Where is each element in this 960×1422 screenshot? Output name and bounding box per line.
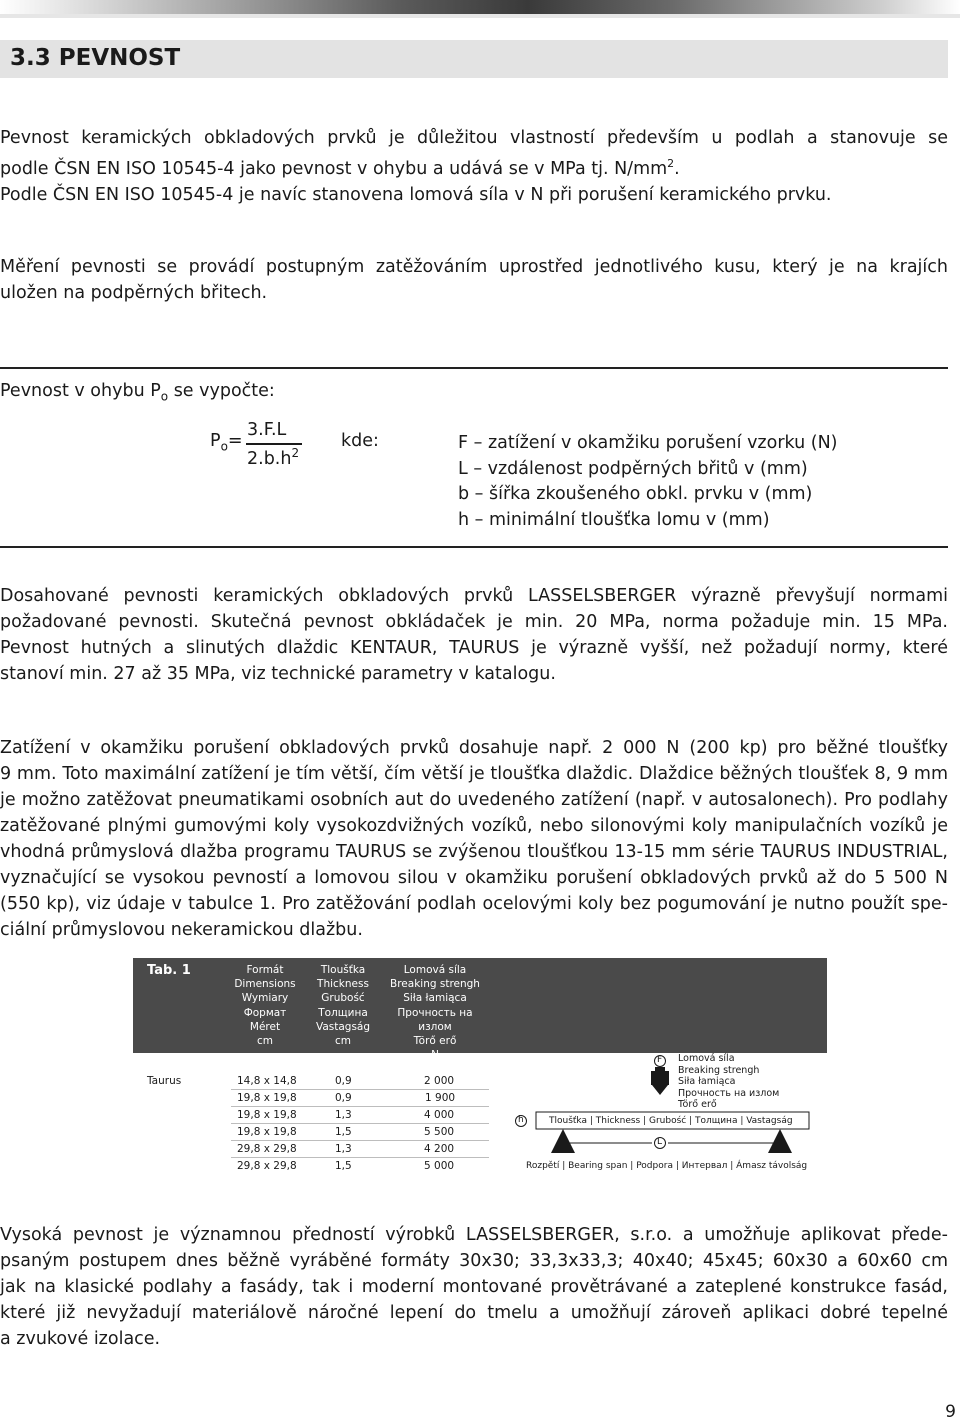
header-force-line: Siła łamiąca <box>403 992 467 1005</box>
header-format-line: Формат <box>243 1006 287 1019</box>
formula-denominator: 2.b.h <box>247 448 292 469</box>
table-header-band <box>133 958 827 1062</box>
table-cell-format: 14,8 x 14,8 <box>237 1075 297 1087</box>
formula-label-end: se vypočte: <box>168 381 275 401</box>
header-thickness-line: Толщина <box>318 1006 368 1019</box>
row-separator <box>231 1140 489 1141</box>
row-separator <box>231 1089 489 1090</box>
formula-lhs-sub: o <box>220 439 228 454</box>
header-thickness-line: Vastagság <box>315 1020 371 1033</box>
table-cell-format: 19,8 x 19,8 <box>237 1126 297 1138</box>
definition-f: F – zatížení v okamžiku porušení vzorku (N) <box>458 433 838 453</box>
table-cell-thickness: 1,5 <box>335 1126 352 1138</box>
header-format <box>211 963 319 1048</box>
intro-line-2-text: podle ČSN EN ISO 10545-4 jako pevnost v ohybu a udává se v MPa tj. N/mm <box>0 158 668 179</box>
definition-l: L – vzdálenost podpěrných břitů v (mm) <box>458 458 808 479</box>
achieved-line-2: požadované pevnosti. Skutečná pevnost obkládaček je min. 20 MPa, norma požaduje min. 15 MPa. <box>0 612 948 632</box>
force-legend-line: Lomová síla <box>678 1053 735 1064</box>
closing-paragraph <box>0 1222 948 1352</box>
achieved-line-3: Pevnost hutných a slinutých dlaždic KENTAUR, TAURUS je výrazně vyšší, než požadují normy, které <box>0 638 948 658</box>
load-line-8: ciální průmyslovou nekeramickou dlažbu. <box>0 920 363 940</box>
product-name: Taurus <box>147 1075 182 1087</box>
formula-lhs-p: P <box>210 431 221 451</box>
force-legend-line: Прочность на излом <box>678 1087 780 1099</box>
formula-definitions <box>458 431 838 533</box>
formula-label-text: Pevnost v ohybu P <box>0 381 161 401</box>
table-cell-thickness: 0,9 <box>335 1092 352 1104</box>
formula-equals: = <box>227 431 243 451</box>
table-cell-force: 5 500 <box>424 1126 455 1138</box>
table-cell-force: 2 000 <box>424 1075 455 1087</box>
achieved-line-1: Dosahované pevnosti keramických obkladových prvků LASSELSBERGER výrazně převyšují normami <box>0 586 948 606</box>
load-wedge-icon <box>652 1085 668 1095</box>
formula-bottom-rule <box>0 546 948 548</box>
header-force-line: Прочность на излом <box>397 1006 473 1033</box>
right-support-icon <box>768 1129 792 1153</box>
header-format-line: Wymiary <box>241 992 289 1005</box>
load-line-5: vhodná průmyslová dlažba programu TAURUS se zvýšenou tloušťkou 13-15 mm série TAURUS INDUSTRIAL, <box>0 842 948 862</box>
closing-line-5: a zvukové izolace. <box>0 1329 161 1349</box>
top-bar-highlight <box>0 14 960 18</box>
table-cell-force: 5 000 <box>424 1160 455 1172</box>
closing-line-3: jak na klasické podlahy a fasády, tak i moderní montované provětrávané a zateplené konstrukce fasád, <box>0 1277 948 1297</box>
weight-cap-icon <box>655 1067 665 1071</box>
intro-line-1: Pevnost keramických obkladových prvků je důležitou vlastností především u podlah a stanovuje se <box>0 128 948 148</box>
table-cell-force: 1 900 <box>425 1092 456 1104</box>
table-label: Tab. 1 <box>147 963 191 978</box>
header-format-line: Méret <box>249 1020 281 1033</box>
formula-denominator-wrap <box>247 446 299 469</box>
load-line-3: je možno zatěžovat pneumatikami osobních aut do uvedeného zatížení (např. v autosalonech). Pro podlahy <box>0 790 948 810</box>
formula-top-rule <box>0 367 948 369</box>
intro-superscript: 2 <box>667 157 675 170</box>
row-separator <box>231 1157 489 1158</box>
section-title: 3.3 PEVNOST <box>10 45 181 71</box>
formula-den-sup: 2 <box>291 446 300 460</box>
table-cell-thickness: 1,5 <box>335 1160 352 1172</box>
header-thickness-line: Tloušťka <box>320 964 366 976</box>
achieved-strength-paragraph <box>0 583 948 687</box>
header-force-line: N <box>431 1049 439 1062</box>
where-label: kde: <box>341 431 379 451</box>
top-decorative-bar <box>0 0 960 14</box>
table-cell-thickness: 0,9 <box>335 1075 352 1087</box>
closing-line-4: které již nevyžadují materiálově náročné lepení do tmelu a umožňují zároveň aplikaci dobré tepelné <box>0 1303 948 1323</box>
header-thickness <box>305 963 381 1048</box>
header-thickness-line: cm <box>334 1035 351 1048</box>
table-cell-format: 29,8 x 29,8 <box>237 1160 297 1172</box>
table-cell-format: 19,8 x 19,8 <box>237 1109 297 1121</box>
formula-numerator: 3.F.L <box>247 420 287 440</box>
force-legend-line: Breaking strengh <box>678 1064 760 1076</box>
table-cell-force: 4 000 <box>424 1109 455 1121</box>
h-letter: h <box>518 1115 524 1125</box>
header-format-line: Dimensions <box>234 978 296 991</box>
load-line-6: vyznačující se vysokou pevností a lomovou silou v okamžiku porušení obkladových prvků až do 5 500 N <box>0 868 948 888</box>
measurement-line-2: uložen na podpěrných břitech. <box>0 283 268 303</box>
closing-line-1: Vysoká pevnost je významnou předností výrobků LASSELSBERGER, s.r.o. a umožňuje aplikovat přede- <box>0 1225 948 1245</box>
fraction-bar <box>246 443 302 445</box>
page-number: 9 <box>945 1402 956 1422</box>
header-force-line: Lomová síla <box>403 964 467 976</box>
header-thickness-line: Grubość <box>321 992 365 1005</box>
header-breaking-force <box>380 963 490 1062</box>
row-separator <box>231 1106 489 1107</box>
left-support-icon <box>551 1129 575 1153</box>
intro-line-2 <box>0 151 948 182</box>
table-cell-force: 4 200 <box>424 1143 455 1155</box>
intro-line-2-end: . <box>674 158 680 179</box>
intro-line-3: Podle ČSN EN ISO 10545-4 je navíc stanovena lomová síla v N při porušení keramického prvku. <box>0 184 832 205</box>
formula-label <box>0 381 275 404</box>
closing-line-2: psaným postupem dnes běžně vyráběné formáty 30x30; 33,3x33,3; 40x40; 45x45; 60x30 a 60x60 cm <box>0 1251 948 1271</box>
load-line-7: (550 kp), viz údaje v tabulce 1. Pro zatěžování podlah ocelovými koly bez pogumování je nutno použít spe- <box>0 894 948 914</box>
formula-lhs <box>210 431 243 454</box>
measurement-paragraph <box>0 254 948 306</box>
header-force-line: Törő erő <box>413 1035 457 1048</box>
header-force-line: Breaking strengh <box>390 978 480 991</box>
thickness-caption: Tloušťka | Thickness | Grubość | Толщина | Vastagság <box>549 1116 793 1126</box>
intro-paragraph <box>0 125 948 208</box>
strength-formula <box>210 420 330 470</box>
header-format-line: Formát <box>246 964 284 976</box>
force-legend-line: Siła łamiąca <box>678 1076 736 1087</box>
achieved-line-4: stanoví min. 27 až 35 MPa, viz technické parametry v katalogu. <box>0 664 556 684</box>
l-letter: L <box>657 1137 663 1147</box>
table-cell-format: 29,8 x 29,8 <box>237 1143 297 1155</box>
load-paragraph <box>0 735 948 943</box>
header-format-line: cm <box>256 1035 273 1048</box>
weight-icon <box>651 1071 669 1085</box>
definition-b: b – šířka zkoušeného obkl. prvku v (mm) <box>458 484 813 504</box>
load-line-4: zatěžované plnými gumovými koly vysokozdvižných vozíků, nebo silonovými koly manipulačních vozíků je <box>0 816 948 836</box>
force-legend-line: Törő erő <box>678 1099 717 1110</box>
load-line-2: 9 mm. Toto maximální zatížení je tím větší, čím větší je tloušťka dlaždic. Dlaždice běžných tloušťek 8, 9 mm <box>0 764 948 784</box>
measurement-line-1: Měření pevnosti se provádí postupným zatěžováním uprostřed jednotlivého kusu, který je na krajích <box>0 257 948 277</box>
row-separator <box>231 1123 489 1124</box>
definition-h: h – minimální tloušťka lomu v (mm) <box>458 509 770 530</box>
table-cell-thickness: 1,3 <box>335 1143 352 1155</box>
table-cell-thickness: 1,3 <box>335 1109 352 1121</box>
force-legend <box>678 1053 779 1111</box>
table-1-figure <box>133 958 827 1180</box>
header-thickness-line: Thickness <box>317 978 369 991</box>
load-line-1: Zatížení v okamžiku porušení obkladových prvků dosahuje např. 2 000 N (200 kp) pro běžné tloušťky <box>0 738 948 758</box>
span-caption: Rozpětí | Bearing span | Podpora | Интервал | Ámasz távolság <box>526 1161 808 1171</box>
formula-label-sub: o <box>160 389 169 404</box>
f-letter: F <box>657 1055 663 1065</box>
table-cell-format: 19,8 x 19,8 <box>237 1092 297 1104</box>
